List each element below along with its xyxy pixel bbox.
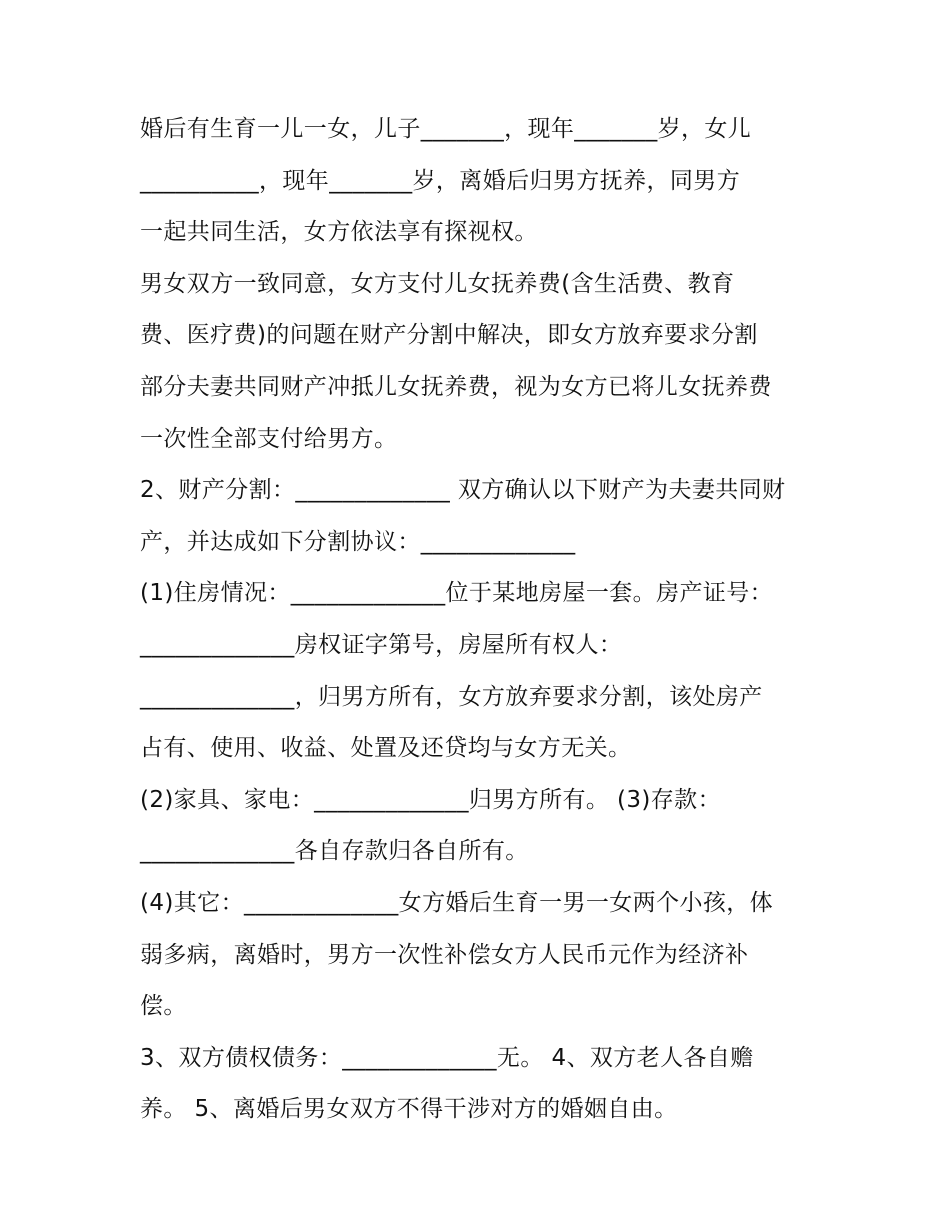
text-line: (2)家具、家电：_____________归男方所有。 (3)存款： xyxy=(140,786,721,813)
text-line: 养。 5、离婚后男女双方不得干涉对方的婚姻自由。 xyxy=(140,1096,678,1123)
text-line: 弱多病，离婚时，男方一次性补偿女方人民币元作为经济补 xyxy=(140,941,749,968)
text-line: _____________房权证字第号，房屋所有权人： xyxy=(140,631,623,658)
text-line: 2、财产分割：_____________ 双方确认以下财产为夫妻共同财 xyxy=(140,477,786,504)
text-line: (4)其它：_____________女方婚后生育一男一女两个小孩，体 xyxy=(140,889,774,916)
text-line: 占有、使用、收益、处置及还贷均与女方无关。 xyxy=(140,735,632,762)
document-body xyxy=(140,104,820,1136)
text-line: 婚后有生育一儿一女，儿子_______，现年_______岁，女儿 xyxy=(140,116,752,142)
text-line: 费、医疗费)的问题在财产分割中解决，即女方放弃要求分割 xyxy=(140,322,758,349)
text-line: _____________各自存款归各自所有。 xyxy=(140,838,529,865)
text-line: 3、双方债权债务：_____________无。 4、双方老人各自赡 xyxy=(140,1044,754,1071)
text-line: __________，现年_______岁，离婚后归男方抚养，同男方 xyxy=(140,167,741,194)
text-line: (1)住房情况：_____________位于某地房屋一套。房产证号： xyxy=(140,580,774,607)
text-line: 偿。 xyxy=(140,993,187,1020)
text-line: 部分夫妻共同财产冲抵儿女抚养费，视为女方已将儿女抚养费 xyxy=(140,373,772,400)
text-line: 一起共同生活，女方依法享有探视权。 xyxy=(140,219,538,246)
text-line: 男女双方一致同意，女方支付儿女抚养费(含生活费、教育 xyxy=(140,270,735,297)
text-line: 一次性全部支付给男方。 xyxy=(140,425,398,452)
text-line: 产，并达成如下分割协议：_____________ xyxy=(140,528,576,555)
text-line: _____________，归男方所有，女方放弃要求分割，该处房产 xyxy=(140,683,763,710)
